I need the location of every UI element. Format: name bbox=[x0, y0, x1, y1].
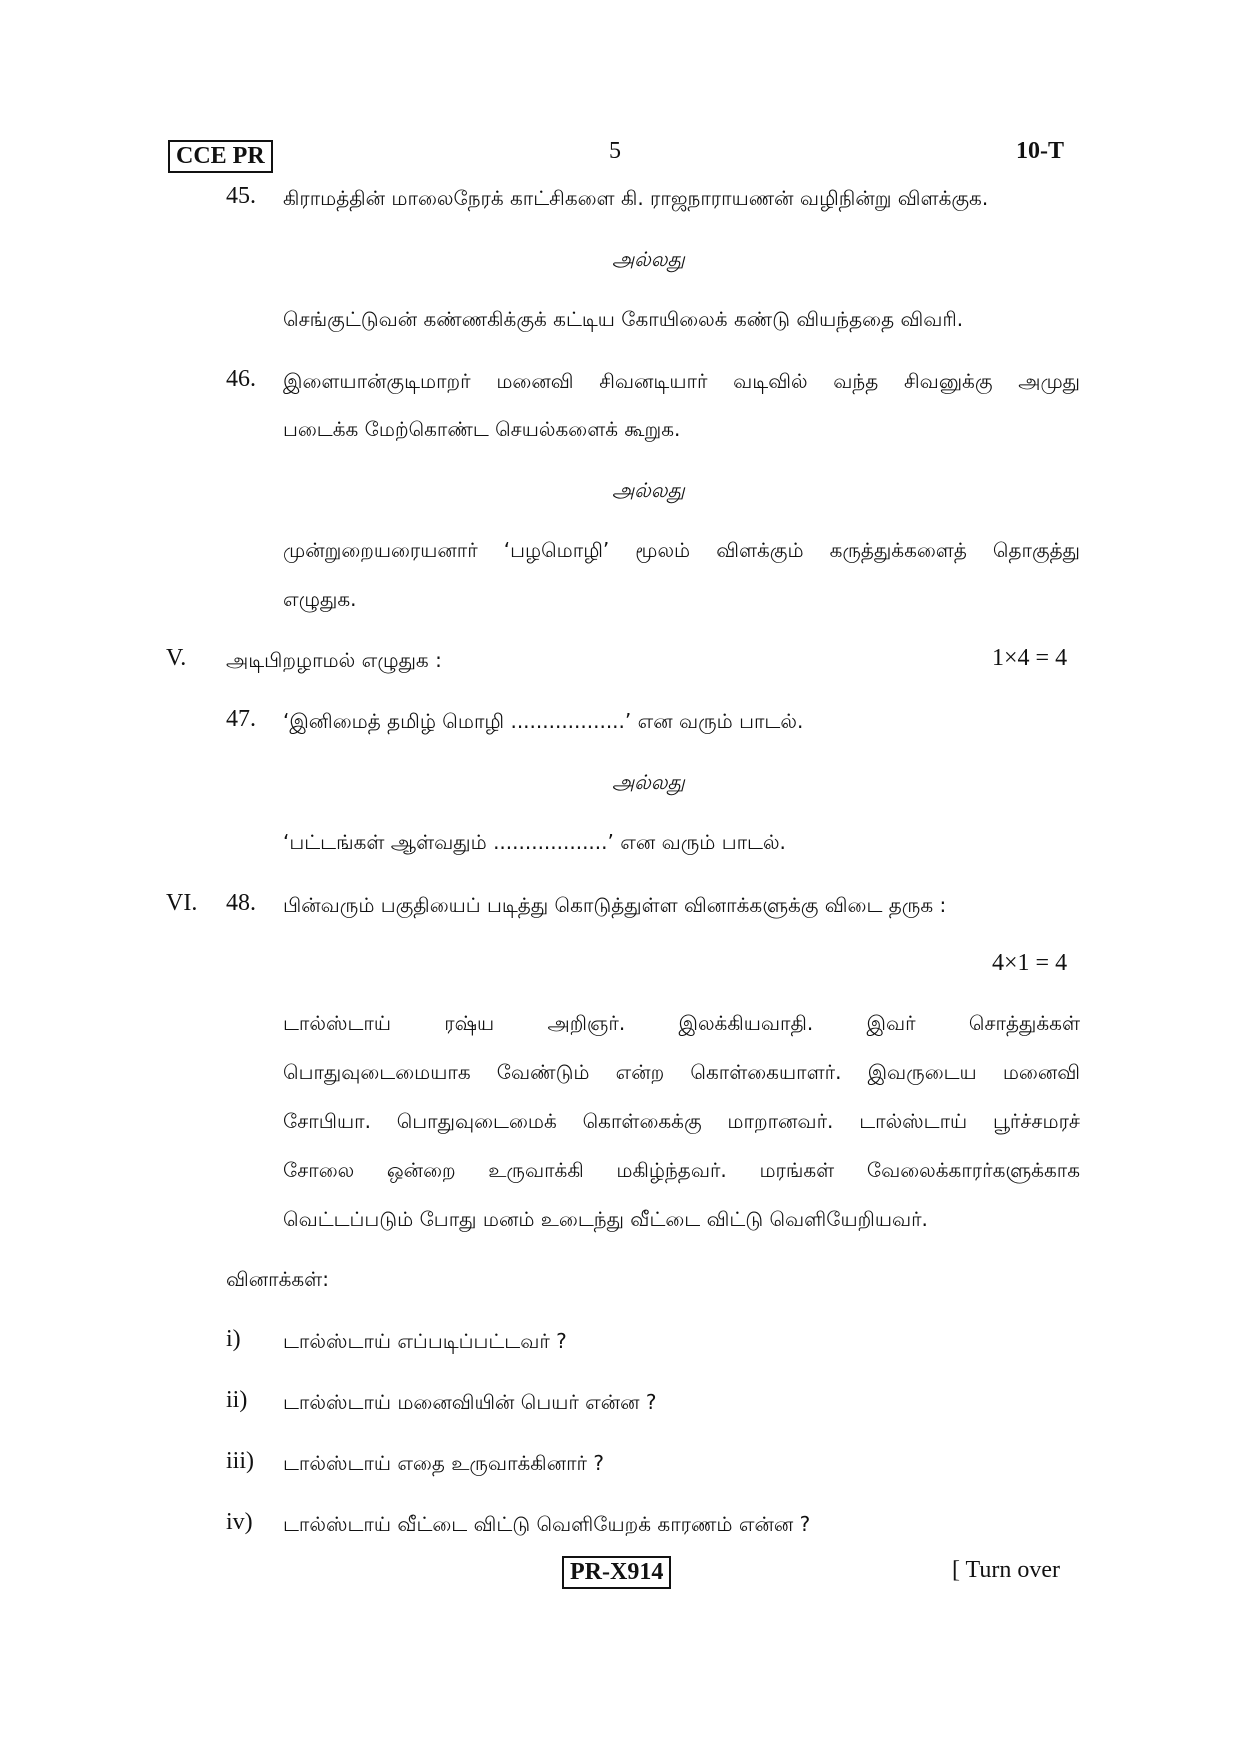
question-text: ‘இனிமைத் தமிழ் மொழி ..................’ என வரும் பாடல். bbox=[283, 709, 804, 733]
sub-question-label: i) bbox=[226, 1326, 241, 1352]
sub-question-text: டால்ஸ்டாய் எதை உருவாக்கினார் ? bbox=[283, 1451, 604, 1475]
section-roman-numeral: V. bbox=[166, 645, 187, 671]
question-text: இளையான்குடிமாறர் மனைவி சிவனடியார் வடிவில் வந்த சிவனுக்கு அமுது bbox=[283, 369, 1080, 393]
question-text: கிராமத்தின் மாலைநேரக் காட்சிகளை கி. ராஜநாராயணன் வழிநின்று விளக்குக. bbox=[283, 186, 989, 210]
turn-over-note: [ Turn over bbox=[952, 1557, 1061, 1583]
section-title: அடிபிறழாமல் எழுதுக : bbox=[226, 648, 442, 672]
or-separator: அல்லது bbox=[612, 770, 685, 794]
alternate-question-text: செங்குட்டுவன் கண்ணகிக்குக் கட்டிய கோயிலைக் கண்டு வியந்ததை விவரி. bbox=[283, 307, 964, 331]
page-number: 5 bbox=[609, 138, 621, 164]
passage-line: வெட்டப்படும் போது மனம் உடைந்து வீட்டை விட்டு வெளியேறியவர். bbox=[283, 1207, 928, 1231]
subject-code: 10-T bbox=[1016, 138, 1064, 164]
or-separator: அல்லது bbox=[612, 478, 685, 502]
sub-question-text: டால்ஸ்டாய் மனைவியின் பெயர் என்ன ? bbox=[283, 1390, 657, 1414]
paper-code-box: CCE PR bbox=[168, 140, 273, 173]
sub-question-text: டால்ஸ்டாய் வீட்டை விட்டு வெளியேறக் காரணம் என்ன ? bbox=[283, 1512, 811, 1536]
questions-heading: வினாக்கள்: bbox=[226, 1267, 329, 1291]
sub-question-label: ii) bbox=[226, 1387, 248, 1413]
alternate-question-text: முன்றுறையரையனார் ‘பழமொழி’ மூலம் விளக்கும் கருத்துக்களைத் தொகுத்து bbox=[283, 538, 1080, 562]
question-text-continued: படைக்க மேற்கொண்ட செயல்களைக் கூறுக. bbox=[283, 417, 681, 441]
passage-line: பொதுவுடைமையாக வேண்டும் என்ற கொள்கையாளர். இவருடைய மனைவி bbox=[283, 1060, 1080, 1084]
passage-line: சோலை ஒன்றை உருவாக்கி மகிழ்ந்தவர். மரங்கள் வேலைக்காரர்களுக்காக bbox=[283, 1158, 1080, 1182]
passage-line: டால்ஸ்டாய் ரஷ்ய அறிஞர். இலக்கியவாதி. இவர் சொத்துக்கள் bbox=[283, 1011, 1080, 1035]
section-marks: 4×1 = 4 bbox=[992, 950, 1068, 976]
passage-line: சோபியா. பொதுவுடைமைக் கொள்கைக்கு மாறானவர். டால்ஸ்டாய் பூர்ச்சமரச் bbox=[283, 1109, 1080, 1133]
sub-question-text: டால்ஸ்டாய் எப்படிப்பட்டவர் ? bbox=[283, 1329, 567, 1353]
section-roman-numeral: VI. bbox=[166, 890, 198, 916]
section-title: பின்வரும் பகுதியைப் படித்து கொடுத்துள்ள வினாக்களுக்கு விடை தருக : bbox=[283, 893, 947, 917]
sub-question-label: iv) bbox=[226, 1509, 253, 1535]
alternate-question-text: ‘பட்டங்கள் ஆள்வதும் ..................’ என வரும் பாடல். bbox=[283, 830, 786, 854]
alternate-question-text-continued: எழுதுக. bbox=[283, 587, 357, 611]
question-number: 45. bbox=[226, 183, 256, 209]
or-separator: அல்லது bbox=[612, 247, 685, 271]
question-number: 48. bbox=[226, 890, 256, 916]
question-number: 47. bbox=[226, 706, 256, 732]
sub-question-label: iii) bbox=[226, 1448, 254, 1474]
section-marks: 1×4 = 4 bbox=[992, 645, 1068, 671]
question-number: 46. bbox=[226, 366, 256, 392]
footer-code-box: PR-X914 bbox=[562, 1556, 671, 1589]
